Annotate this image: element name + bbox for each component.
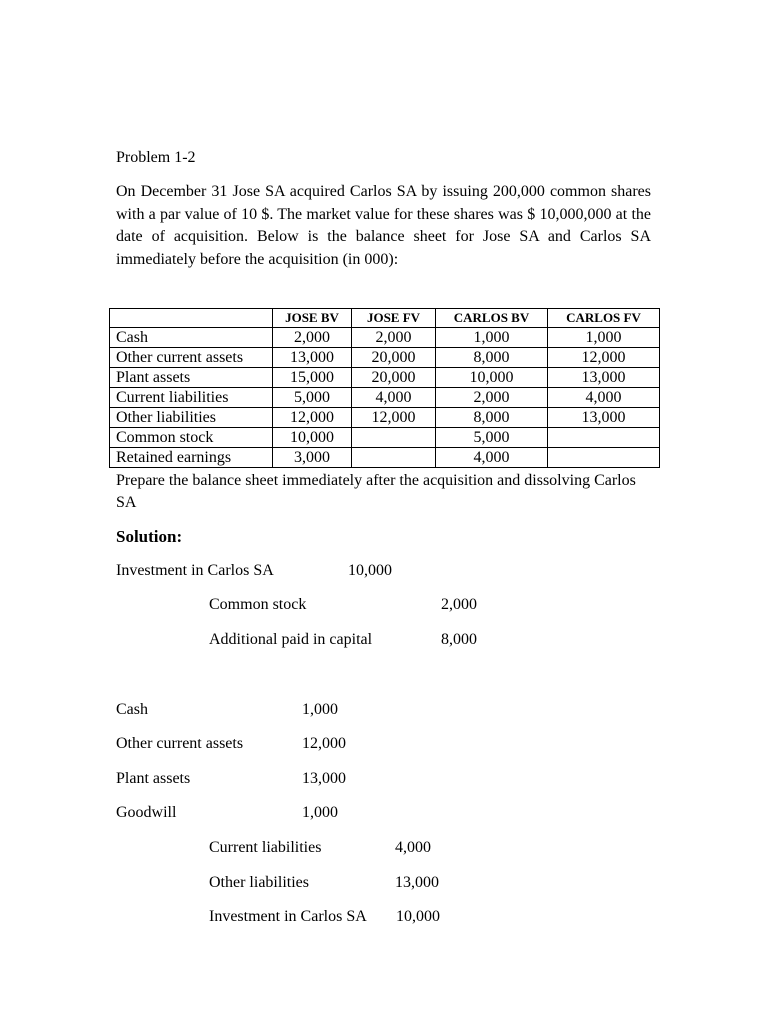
entry2-credit-amount: 13,000 <box>395 874 439 891</box>
entry1-debit-account: Investment in Carlos SA <box>116 562 274 579</box>
row-label: Other current assets <box>110 348 273 368</box>
entry2-credit-amount: 10,000 <box>396 908 440 925</box>
table-row <box>110 368 660 388</box>
problem-title: Problem 1-2 <box>116 149 196 166</box>
cell-value: 4,000 <box>352 388 436 408</box>
instruction-text: Prepare the balance sheet immediately after the acquisition and dissolving Carlos SA <box>116 472 636 511</box>
intro-paragraph: On December 31 Jose SA acquired Carlos SA by issuing 200,000 common shares with a par value of 10 $. The market value for these shares was $ 10,000,000 at the date of acquisition. Below is the balance sheet for Jose SA and Carlos SA immediately before the acquisition (in 000): <box>116 183 651 268</box>
table-row <box>110 348 660 368</box>
cell-value: 8,000 <box>436 408 548 428</box>
table-row <box>110 428 660 448</box>
table-header-carlos-bv: CARLOS BV <box>436 309 548 328</box>
cell-value <box>548 448 660 468</box>
entry1-debit-amount: 10,000 <box>348 562 392 579</box>
entry2-credit-account: Investment in Carlos SA <box>209 908 367 925</box>
cell-value: 10,000 <box>436 368 548 388</box>
cell-value: 12,000 <box>273 408 352 428</box>
table-header-carlos-fv: CARLOS FV <box>548 309 660 328</box>
cell-value: 1,000 <box>436 328 548 348</box>
balance-sheet-table <box>109 308 660 468</box>
cell-value: 2,000 <box>436 388 548 408</box>
cell-value <box>352 448 436 468</box>
cell-value: 12,000 <box>352 408 436 428</box>
entry2-debit-account: Cash <box>116 701 148 718</box>
table-row <box>110 328 660 348</box>
cell-value: 2,000 <box>352 328 436 348</box>
entry1-credit-account: Common stock <box>209 596 307 613</box>
entry2-debit-account: Plant assets <box>116 770 191 787</box>
cell-value: 5,000 <box>436 428 548 448</box>
entry2-debit-amount: 1,000 <box>302 701 338 718</box>
entry1-credit-account: Additional paid in capital <box>209 631 373 648</box>
entry2-debit-account: Goodwill <box>116 804 177 821</box>
row-label: Plant assets <box>110 368 273 388</box>
table-header-blank <box>110 309 273 328</box>
entry1-credit-amount: 8,000 <box>441 631 477 648</box>
cell-value: 13,000 <box>273 348 352 368</box>
cell-value: 2,000 <box>273 328 352 348</box>
entry1-credit-amount: 2,000 <box>441 596 477 613</box>
cell-value <box>548 428 660 448</box>
cell-value: 13,000 <box>548 408 660 428</box>
entry2-credit-account: Other liabilities <box>209 874 309 891</box>
cell-value: 20,000 <box>352 368 436 388</box>
table-header-row <box>110 309 660 328</box>
cell-value: 20,000 <box>352 348 436 368</box>
row-label: Cash <box>110 328 273 348</box>
entry2-debit-amount: 13,000 <box>302 770 346 787</box>
cell-value: 8,000 <box>436 348 548 368</box>
cell-value: 3,000 <box>273 448 352 468</box>
table-row <box>110 408 660 428</box>
entry2-credit-account: Current liabilities <box>209 839 322 856</box>
cell-value: 4,000 <box>548 388 660 408</box>
cell-value: 4,000 <box>436 448 548 468</box>
row-label: Common stock <box>110 428 273 448</box>
row-label: Retained earnings <box>110 448 273 468</box>
cell-value <box>352 428 436 448</box>
table-row <box>110 388 660 408</box>
entry2-credit-amount: 4,000 <box>395 839 431 856</box>
solution-heading: Solution: <box>116 527 183 546</box>
entry2-debit-amount: 12,000 <box>302 735 346 752</box>
cell-value: 5,000 <box>273 388 352 408</box>
cell-value: 13,000 <box>548 368 660 388</box>
entry2-debit-account: Other current assets <box>116 735 244 752</box>
row-label: Other liabilities <box>110 408 273 428</box>
row-label: Current liabilities <box>110 388 273 408</box>
entry2-debit-amount: 1,000 <box>302 804 338 821</box>
cell-value: 12,000 <box>548 348 660 368</box>
table-header-jose-fv: JOSE FV <box>352 309 436 328</box>
cell-value: 1,000 <box>548 328 660 348</box>
table-header-jose-bv: JOSE BV <box>273 309 352 328</box>
cell-value: 15,000 <box>273 368 352 388</box>
table-row <box>110 448 660 468</box>
cell-value: 10,000 <box>273 428 352 448</box>
